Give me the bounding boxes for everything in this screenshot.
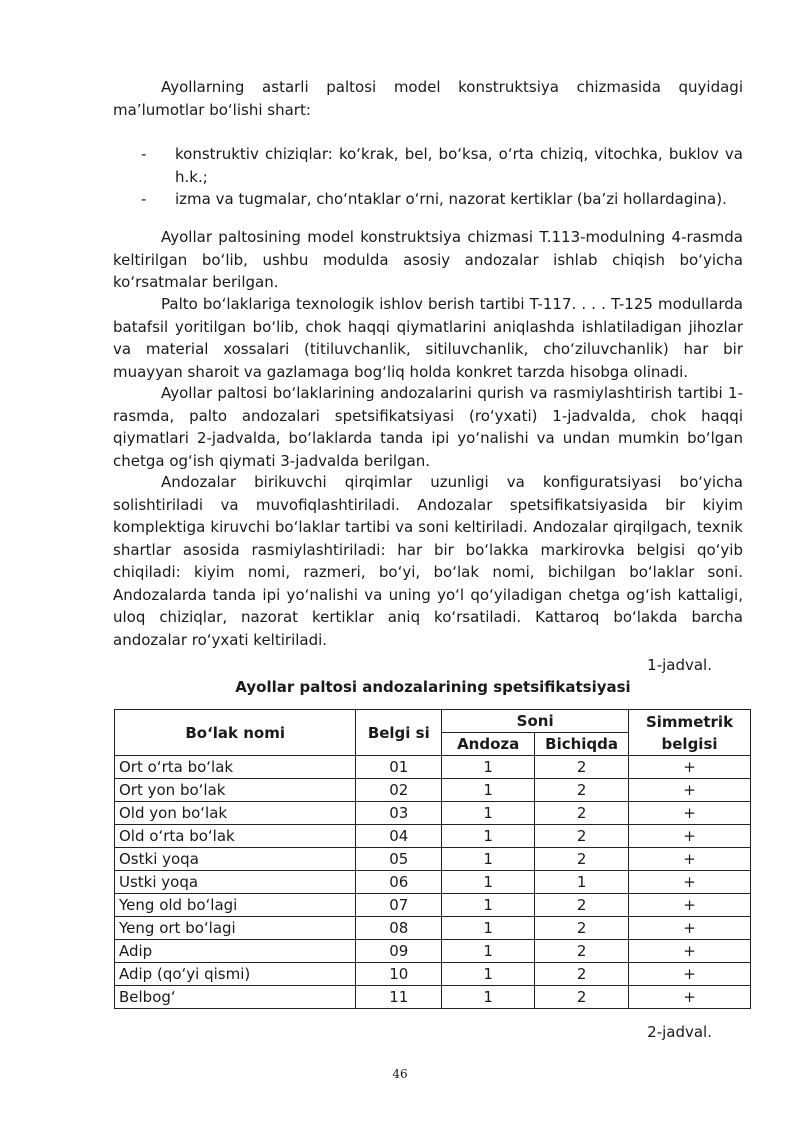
cell-cut: 2 xyxy=(535,848,629,871)
cell-code: 06 xyxy=(356,871,442,894)
cell-code: 03 xyxy=(356,802,442,825)
cell-cut: 2 xyxy=(535,963,629,986)
cell-name: Belbog‘ xyxy=(115,986,356,1009)
header-pattern: Andoza xyxy=(442,733,535,756)
cell-cut: 2 xyxy=(535,917,629,940)
cell-pattern: 1 xyxy=(442,940,535,963)
cell-cut: 2 xyxy=(535,825,629,848)
table-row xyxy=(115,848,751,871)
cell-name: Old yon bo‘lak xyxy=(115,802,356,825)
cell-pattern: 1 xyxy=(442,871,535,894)
header-count: Soni xyxy=(442,710,629,733)
cell-code: 11 xyxy=(356,986,442,1009)
cell-sym: + xyxy=(629,917,751,940)
bullet-marker: - xyxy=(141,190,147,208)
cell-sym: + xyxy=(629,894,751,917)
cell-cut: 2 xyxy=(535,894,629,917)
cell-sym: + xyxy=(629,986,751,1009)
cell-cut: 2 xyxy=(535,802,629,825)
table-row xyxy=(115,917,751,940)
cell-name: Adip (qo‘yi qismi) xyxy=(115,963,356,986)
cell-name: Ort yon bo‘lak xyxy=(115,779,356,802)
page-number: 46 xyxy=(392,1067,408,1081)
cell-name: Yeng old bo‘lagi xyxy=(115,894,356,917)
cell-code: 05 xyxy=(356,848,442,871)
table-row xyxy=(115,963,751,986)
paragraph-pattern-order: Ayollar paltosi bo‘laklarining andozalarini qurish va rasmiylashtirish tartibi 1-rasmda, palto andozalari spetsifikatsiyasi (ro‘yxati) 1-jadvalda, chok haqqi qiymatlari 2-jadvalda, bo‘laklarda tanda ipi yo‘nalishi va undan mumkin bo‘lgan chetga og‘ish qiymati 3-jadvalda berilgan. xyxy=(113,384,743,470)
cell-name: Yeng ort bo‘lagi xyxy=(115,917,356,940)
cell-pattern: 1 xyxy=(442,756,535,779)
cell-pattern: 1 xyxy=(442,917,535,940)
cell-sym: + xyxy=(629,825,751,848)
bullet-list xyxy=(113,143,743,211)
cell-cut: 1 xyxy=(535,871,629,894)
cell-pattern: 1 xyxy=(442,779,535,802)
table1-title: Ayollar paltosi andozalarining spetsifikatsiyasi xyxy=(235,678,631,696)
cell-cut: 2 xyxy=(535,779,629,802)
cell-code: 08 xyxy=(356,917,442,940)
cell-cut: 2 xyxy=(535,756,629,779)
cell-code: 09 xyxy=(356,940,442,963)
cell-code: 04 xyxy=(356,825,442,848)
cell-name: Old o‘rta bo‘lak xyxy=(115,825,356,848)
cell-pattern: 1 xyxy=(442,963,535,986)
cell-pattern: 1 xyxy=(442,986,535,1009)
bullet-text: izma va tugmalar, cho‘ntaklar o‘rni, nazorat kertiklar (ba’zi hollardagina). xyxy=(175,190,727,208)
cell-code: 02 xyxy=(356,779,442,802)
header-cut: Bichiqda xyxy=(535,733,629,756)
cell-pattern: 1 xyxy=(442,894,535,917)
specification-table xyxy=(114,709,751,1009)
cell-pattern: 1 xyxy=(442,848,535,871)
cell-sym: + xyxy=(629,940,751,963)
cell-pattern: 1 xyxy=(442,825,535,848)
cell-code: 01 xyxy=(356,756,442,779)
table-row xyxy=(115,802,751,825)
table-row xyxy=(115,986,751,1009)
paragraph-processing-order: Palto bo‘laklariga texnologik ishlov berish tartibi T-117. . . . T-125 modullarda batafsil yoritilgan bo‘lib, chok haqqi qiymatlarini aniqlashda ishlatiladigan jihozlar va material xossalari (titiluvchanlik, sitiluvchanlik, cho‘ziluvchanlik) har bir muayyan sharoit va gazlamaga bog‘liq holda konkret tarzda hisobga olinadi. xyxy=(113,295,743,381)
table2-label: 2-jadval. xyxy=(647,1023,712,1041)
bullet-item xyxy=(113,143,743,188)
cell-cut: 2 xyxy=(535,986,629,1009)
cell-sym: + xyxy=(629,779,751,802)
cell-sym: + xyxy=(629,756,751,779)
table-row xyxy=(115,756,751,779)
cell-name: Ort o‘rta bo‘lak xyxy=(115,756,356,779)
cell-cut: 2 xyxy=(535,940,629,963)
cell-sym: + xyxy=(629,963,751,986)
header-sign: Belgi si xyxy=(356,710,442,756)
cell-name: Ustki yoqa xyxy=(115,871,356,894)
cell-name: Ostki yoqa xyxy=(115,848,356,871)
header-part-name: Bo‘lak nomi xyxy=(115,710,356,756)
bullet-text: konstruktiv chiziqlar: ko‘krak, bel, bo‘ksa, o‘rta chiziq, vitochka, buklov va h.k.; xyxy=(175,145,743,186)
paragraph-pattern-matching: Andozalar birikuvchi qirqimlar uzunligi va konfiguratsiyasi bo‘yicha solishtiriladi va muvofiqlashtiriladi. Andozalar spetsifikatsiyasida bir kiyim komplektiga kiruvchi bo‘laklar tartibi va soni keltiriladi. Andozalar qirqilgach, texnik shartlar asosida rasmiylashtiriladi: har bir bo‘lakka markirovka belgisi qo‘yib chiqiladi: kiyim nomi, razmeri, bo‘yi, bo‘lak nomi, bichilgan bo‘laklar soni. Andozalarda tanda ipi yo‘nalishi va uning yo‘l qo‘yiladigan chetga og‘ish kattaligi, uloq chiziqlar, nazorat kertiklar aniq ko‘rsatiladi. Kattaroq bo‘lakda barcha andozalar ro‘yxati keltiriladi. xyxy=(113,473,743,649)
table-row xyxy=(115,894,751,917)
table-row xyxy=(115,825,751,848)
cell-name: Adip xyxy=(115,940,356,963)
cell-sym: + xyxy=(629,871,751,894)
cell-pattern: 1 xyxy=(442,802,535,825)
cell-code: 07 xyxy=(356,894,442,917)
table-row xyxy=(115,871,751,894)
cell-sym: + xyxy=(629,802,751,825)
table1-label: 1-jadval. xyxy=(647,656,712,674)
cell-sym: + xyxy=(629,848,751,871)
bullet-item xyxy=(113,188,743,211)
paragraph-intro: Ayollarning astarli paltosi model konstruktsiya chizmasida quyidagi ma’lumotlar bo‘lishi shart: xyxy=(113,78,743,119)
table-row xyxy=(115,940,751,963)
paragraph-model-drawing: Ayollar paltosining model konstruktsiya chizmasi T.113-modulning 4-rasmda keltirilgan bo‘lib, ushbu modulda asosiy andozalar ishlab chiqish bo‘yicha ko‘rsatmalar berilgan. xyxy=(113,228,743,291)
header-symmetric: Simmetrik belgisi xyxy=(629,710,751,756)
bullet-marker: - xyxy=(141,145,147,163)
table-row xyxy=(115,779,751,802)
cell-code: 10 xyxy=(356,963,442,986)
